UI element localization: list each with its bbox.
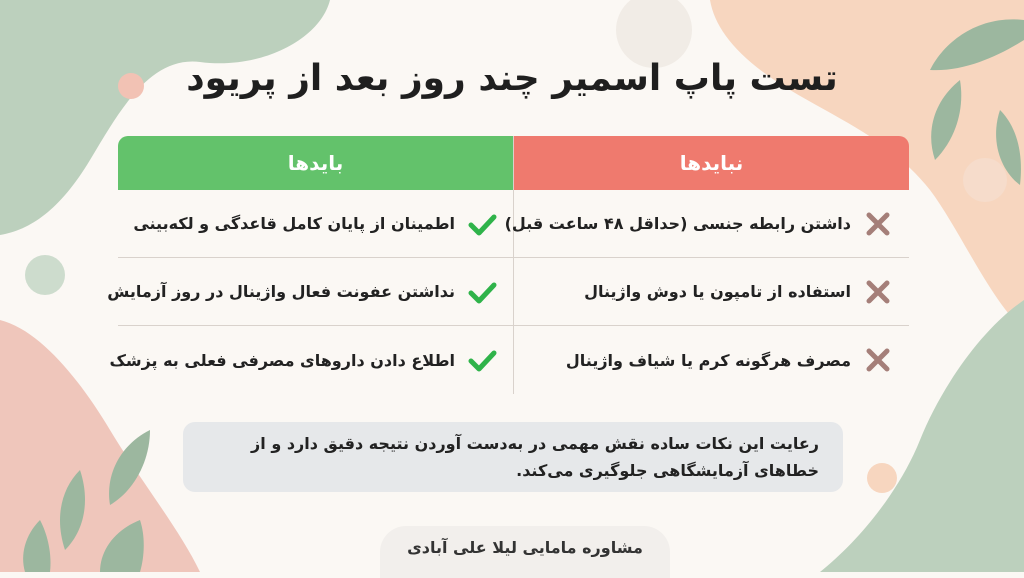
check-icon [467,345,497,375]
check-icon [467,277,497,307]
page-title: تست پاپ اسمیر چند روز بعد از پریود [186,58,838,99]
dos-item [109,326,513,394]
dos-header: بایدها [118,136,513,190]
dos-item-text: اطلاع دادن داروهای مصرفی فعلی به پزشک [109,350,455,370]
dos-column [107,136,513,394]
cross-icon [863,209,893,239]
cross-icon [863,345,893,375]
donts-item-text: داشتن رابطه جنسی (حداقل ۴۸ ساعت قبل) [504,214,851,233]
donts-item-text: مصرف هرگونه کرم یا شیاف واژینال [565,350,851,370]
donts-column [504,136,909,394]
donts-item-text: استفاده از تامپون یا دوش واژینال [584,282,851,301]
donts-header: نبایدها [514,136,909,190]
donts-item [504,190,909,258]
dos-item-text: اطمینان از پایان کامل قاعدگی و لکه‌بینی [133,214,455,233]
cross-icon [863,277,893,307]
dos-item-text: نداشتن عفونت فعال واژینال در روز آزمایش [107,282,455,301]
donts-item [514,326,909,394]
comparison-table [107,136,908,394]
check-icon [467,209,497,239]
dos-item [107,258,513,326]
note-box: رعایت این نکات ساده نقش مهمی در به‌دست آوردن نتیجه دقیق دارد و از خطاهای آزمایشگاهی جلوگیری می‌کند. [183,422,843,492]
donts-item [514,258,909,326]
dos-item [118,190,513,258]
footer-credit: مشاوره مامایی لیلا علی آبادی [380,526,670,578]
